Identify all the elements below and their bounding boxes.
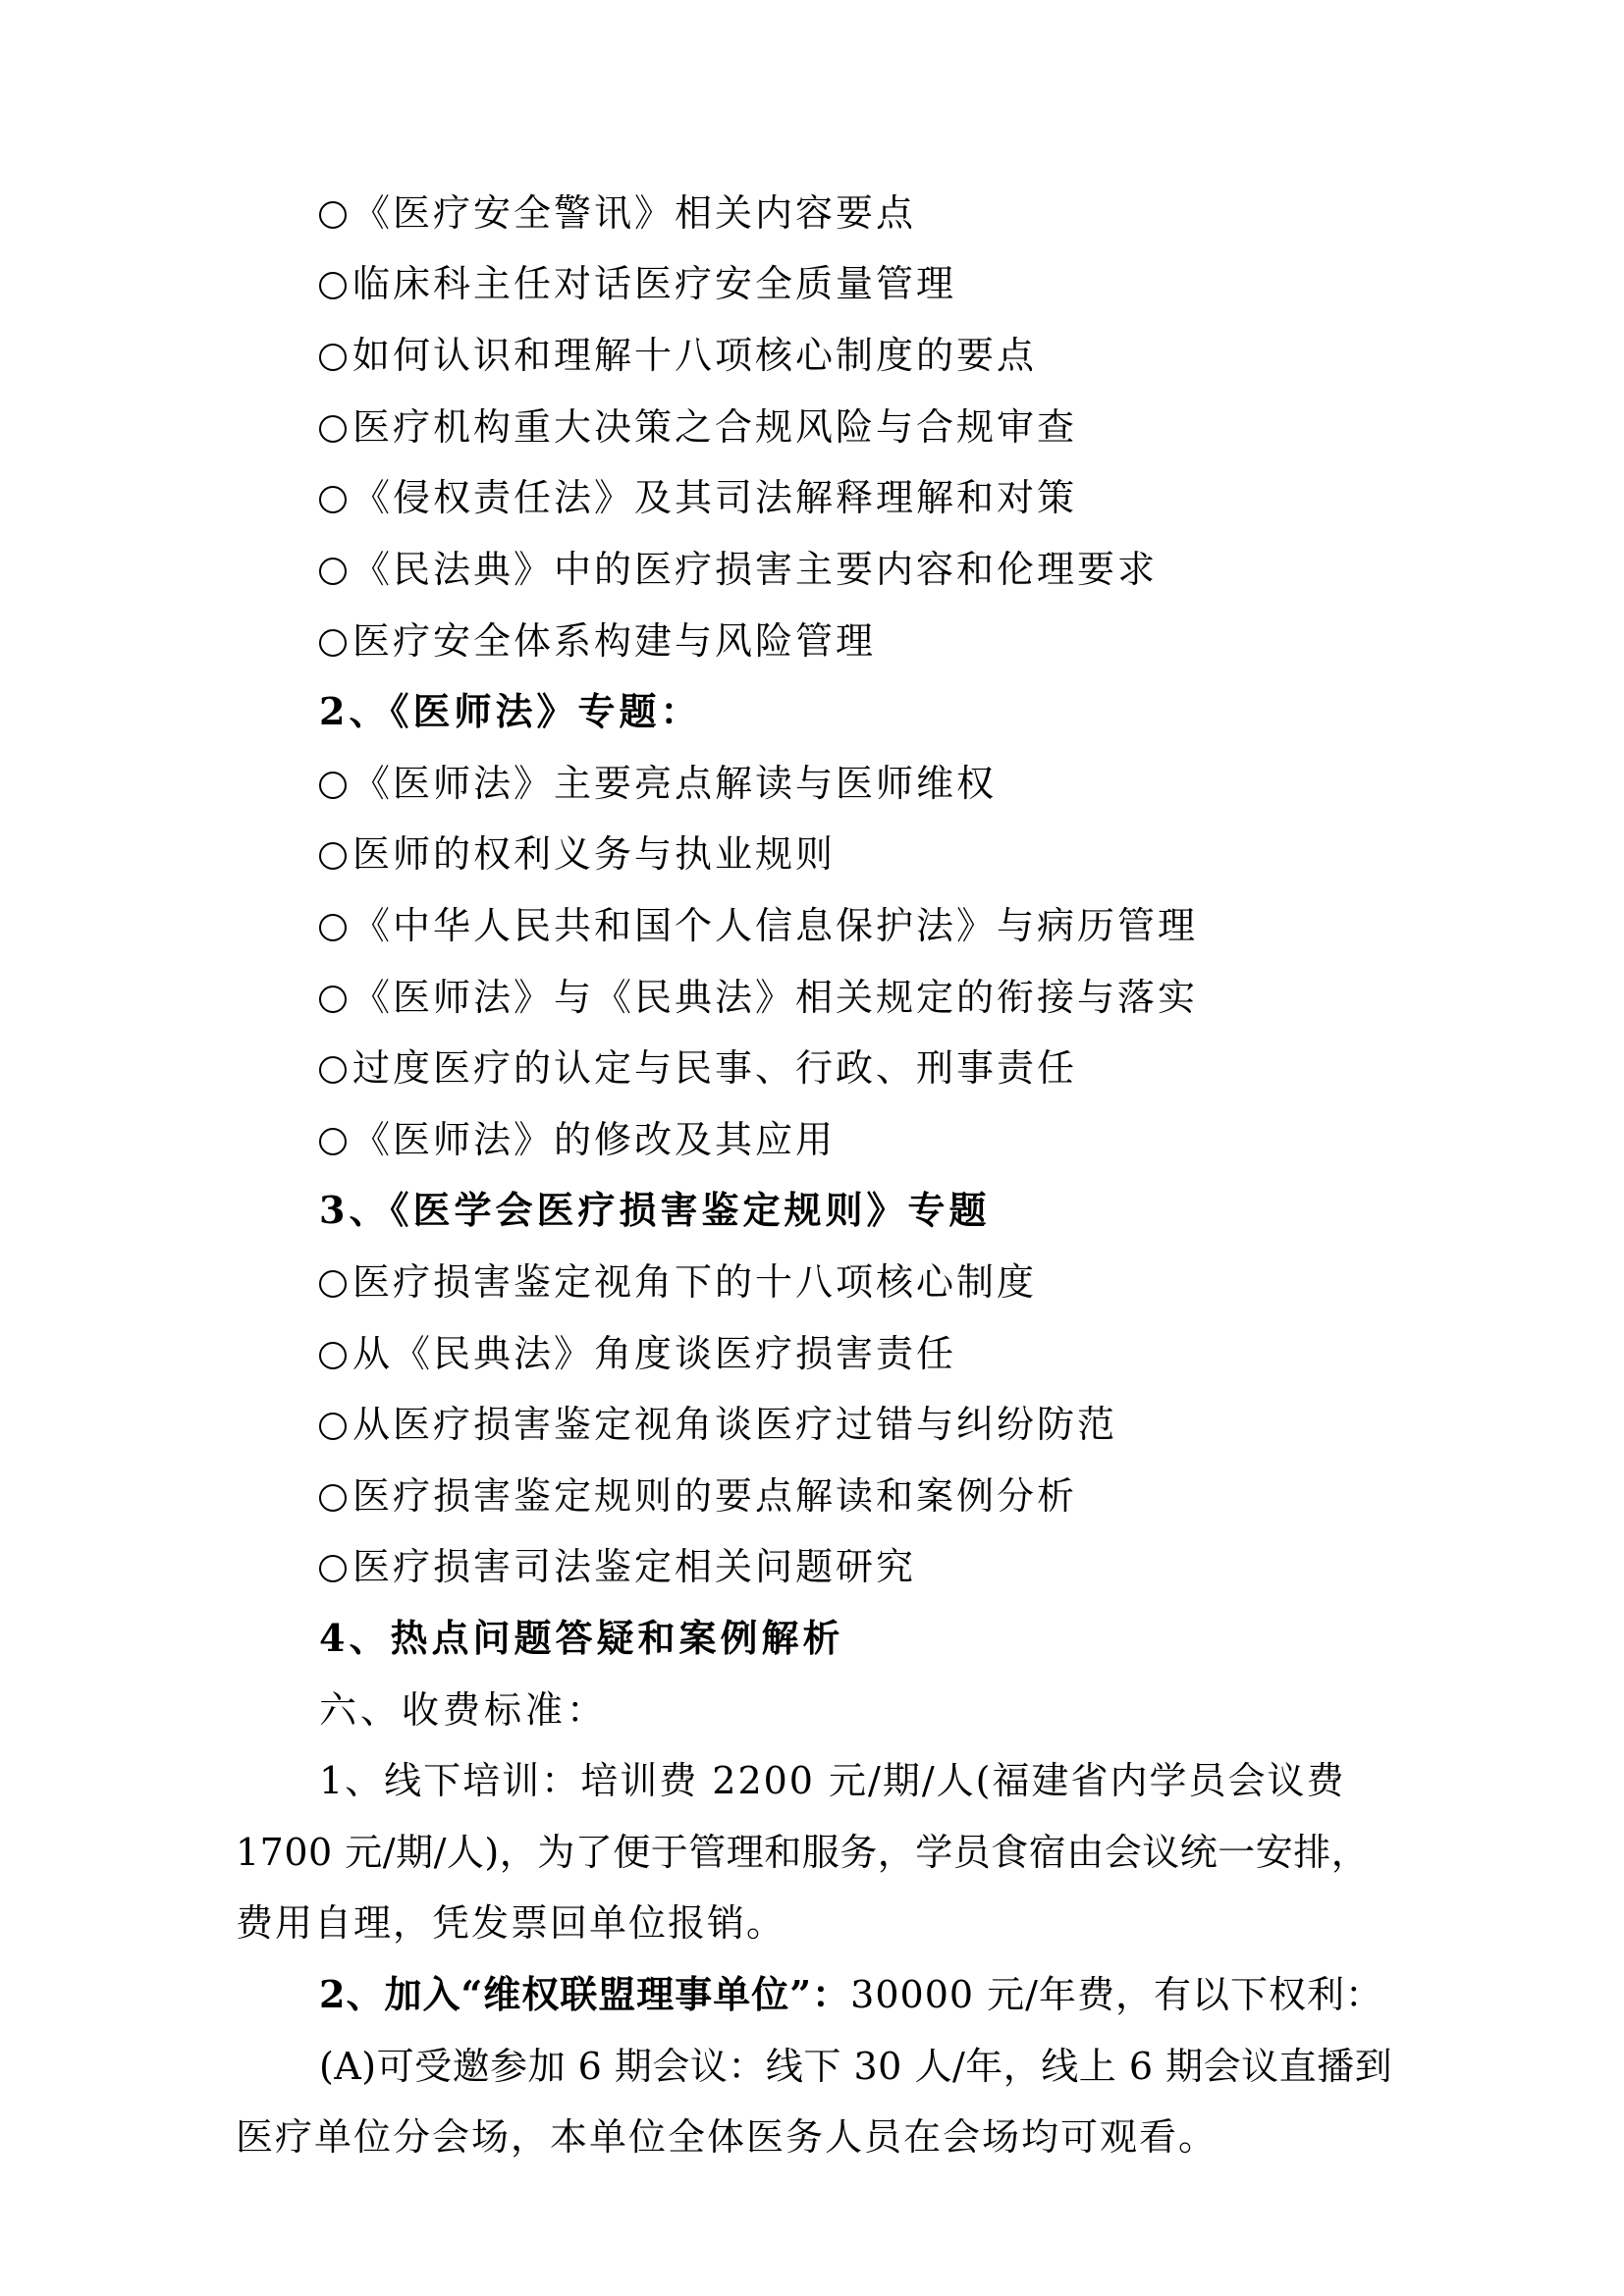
list-item: 如何认识和理解十八项核心制度的要点 [319, 331, 1037, 380]
list-item: 医疗损害鉴定规则的要点解读和案例分析 [319, 1471, 1077, 1521]
list-item: 从《民典法》角度谈医疗损害责任 [319, 1329, 956, 1378]
circle-bullet-icon [319, 1555, 347, 1582]
circle-bullet-icon [319, 486, 347, 513]
circle-bullet-icon [319, 1484, 347, 1512]
list-item: 医疗损害司法鉴定相关问题研究 [319, 1542, 916, 1591]
circle-bullet-icon [319, 1342, 347, 1369]
circle-bullet-icon [319, 415, 347, 443]
list-item: 《医疗安全警讯》相关内容要点 [319, 188, 916, 238]
section-heading: 4、热点问题答疑和案例解析 [319, 1616, 844, 1660]
circle-bullet-icon [319, 842, 347, 870]
list-item: 《中华人民共和国个人信息保护法》与病历管理 [319, 901, 1198, 950]
circle-bullet-icon [319, 629, 347, 657]
list-item: 《医师法》与《民典法》相关规定的衔接与落实 [319, 973, 1198, 1022]
fee-item-1-line-1: 1、线下培训：培训费 2200 元/期/人(福建省内学员会议费 [319, 1759, 1346, 1802]
circle-bullet-icon [319, 914, 347, 941]
circle-bullet-icon [319, 272, 347, 299]
circle-bullet-icon [319, 986, 347, 1013]
list-item: 临床科主任对话医疗安全质量管理 [319, 259, 956, 308]
circle-bullet-icon [319, 201, 347, 229]
fee-item-1-line-2: 1700 元/期/人)，为了便于管理和服务，学员食宿由会议统一安排， [236, 1831, 1370, 1874]
list-item: 过度医疗的认定与民事、行政、刑事责任 [319, 1043, 1077, 1093]
circle-bullet-icon [319, 1413, 347, 1440]
fees-heading: 六、收费标准： [319, 1688, 609, 1732]
list-item: 从医疗损害鉴定视角谈医疗过错与纠纷防范 [319, 1400, 1117, 1449]
list-item: 《医师法》主要亮点解读与医师维权 [319, 759, 997, 808]
fee-item-1-label: 1、线下培训： [319, 1759, 581, 1802]
fee-item-2-label: 2、加入“维权联盟理事单位”： [319, 1972, 851, 2016]
list-item: 医疗机构重大决策之合规风险与合规审查 [319, 402, 1077, 452]
section-heading: 2、《医师法》专题： [319, 689, 702, 733]
fee-item-2a-line-1: (A)可受邀参加 6 期会议：线下 30 人/年，线上 6 期会议直播到 [319, 2045, 1393, 2088]
circle-bullet-icon [319, 558, 347, 585]
list-item: 医师的权利义务与执业规则 [319, 829, 836, 879]
fee-item-1-line-3: 费用自理，凭发票回单位报销。 [236, 1901, 786, 1945]
list-item: 《民法典》中的医疗损害主要内容和伦理要求 [319, 545, 1158, 594]
list-item: 医疗安全体系构建与风险管理 [319, 616, 876, 666]
fee-item-2a-line-2: 医疗单位分会场，本单位全体医务人员在会场均可观看。 [236, 2115, 1218, 2159]
list-item: 医疗损害鉴定视角下的十八项核心制度 [319, 1257, 1037, 1307]
circle-bullet-icon [319, 1128, 347, 1155]
section-heading: 3、《医学会医疗损害鉴定规则》专题 [319, 1188, 991, 1232]
fee-item-2: 2、加入“维权联盟理事单位”：30000 元/年费，有以下权利： [319, 1972, 1383, 2016]
circle-bullet-icon [319, 1056, 347, 1084]
list-item: 《医师法》的修改及其应用 [319, 1115, 836, 1164]
circle-bullet-icon [319, 772, 347, 799]
circle-bullet-icon [319, 344, 347, 371]
list-item: 《侵权责任法》及其司法解释理解和对策 [319, 473, 1077, 522]
circle-bullet-icon [319, 1270, 347, 1298]
